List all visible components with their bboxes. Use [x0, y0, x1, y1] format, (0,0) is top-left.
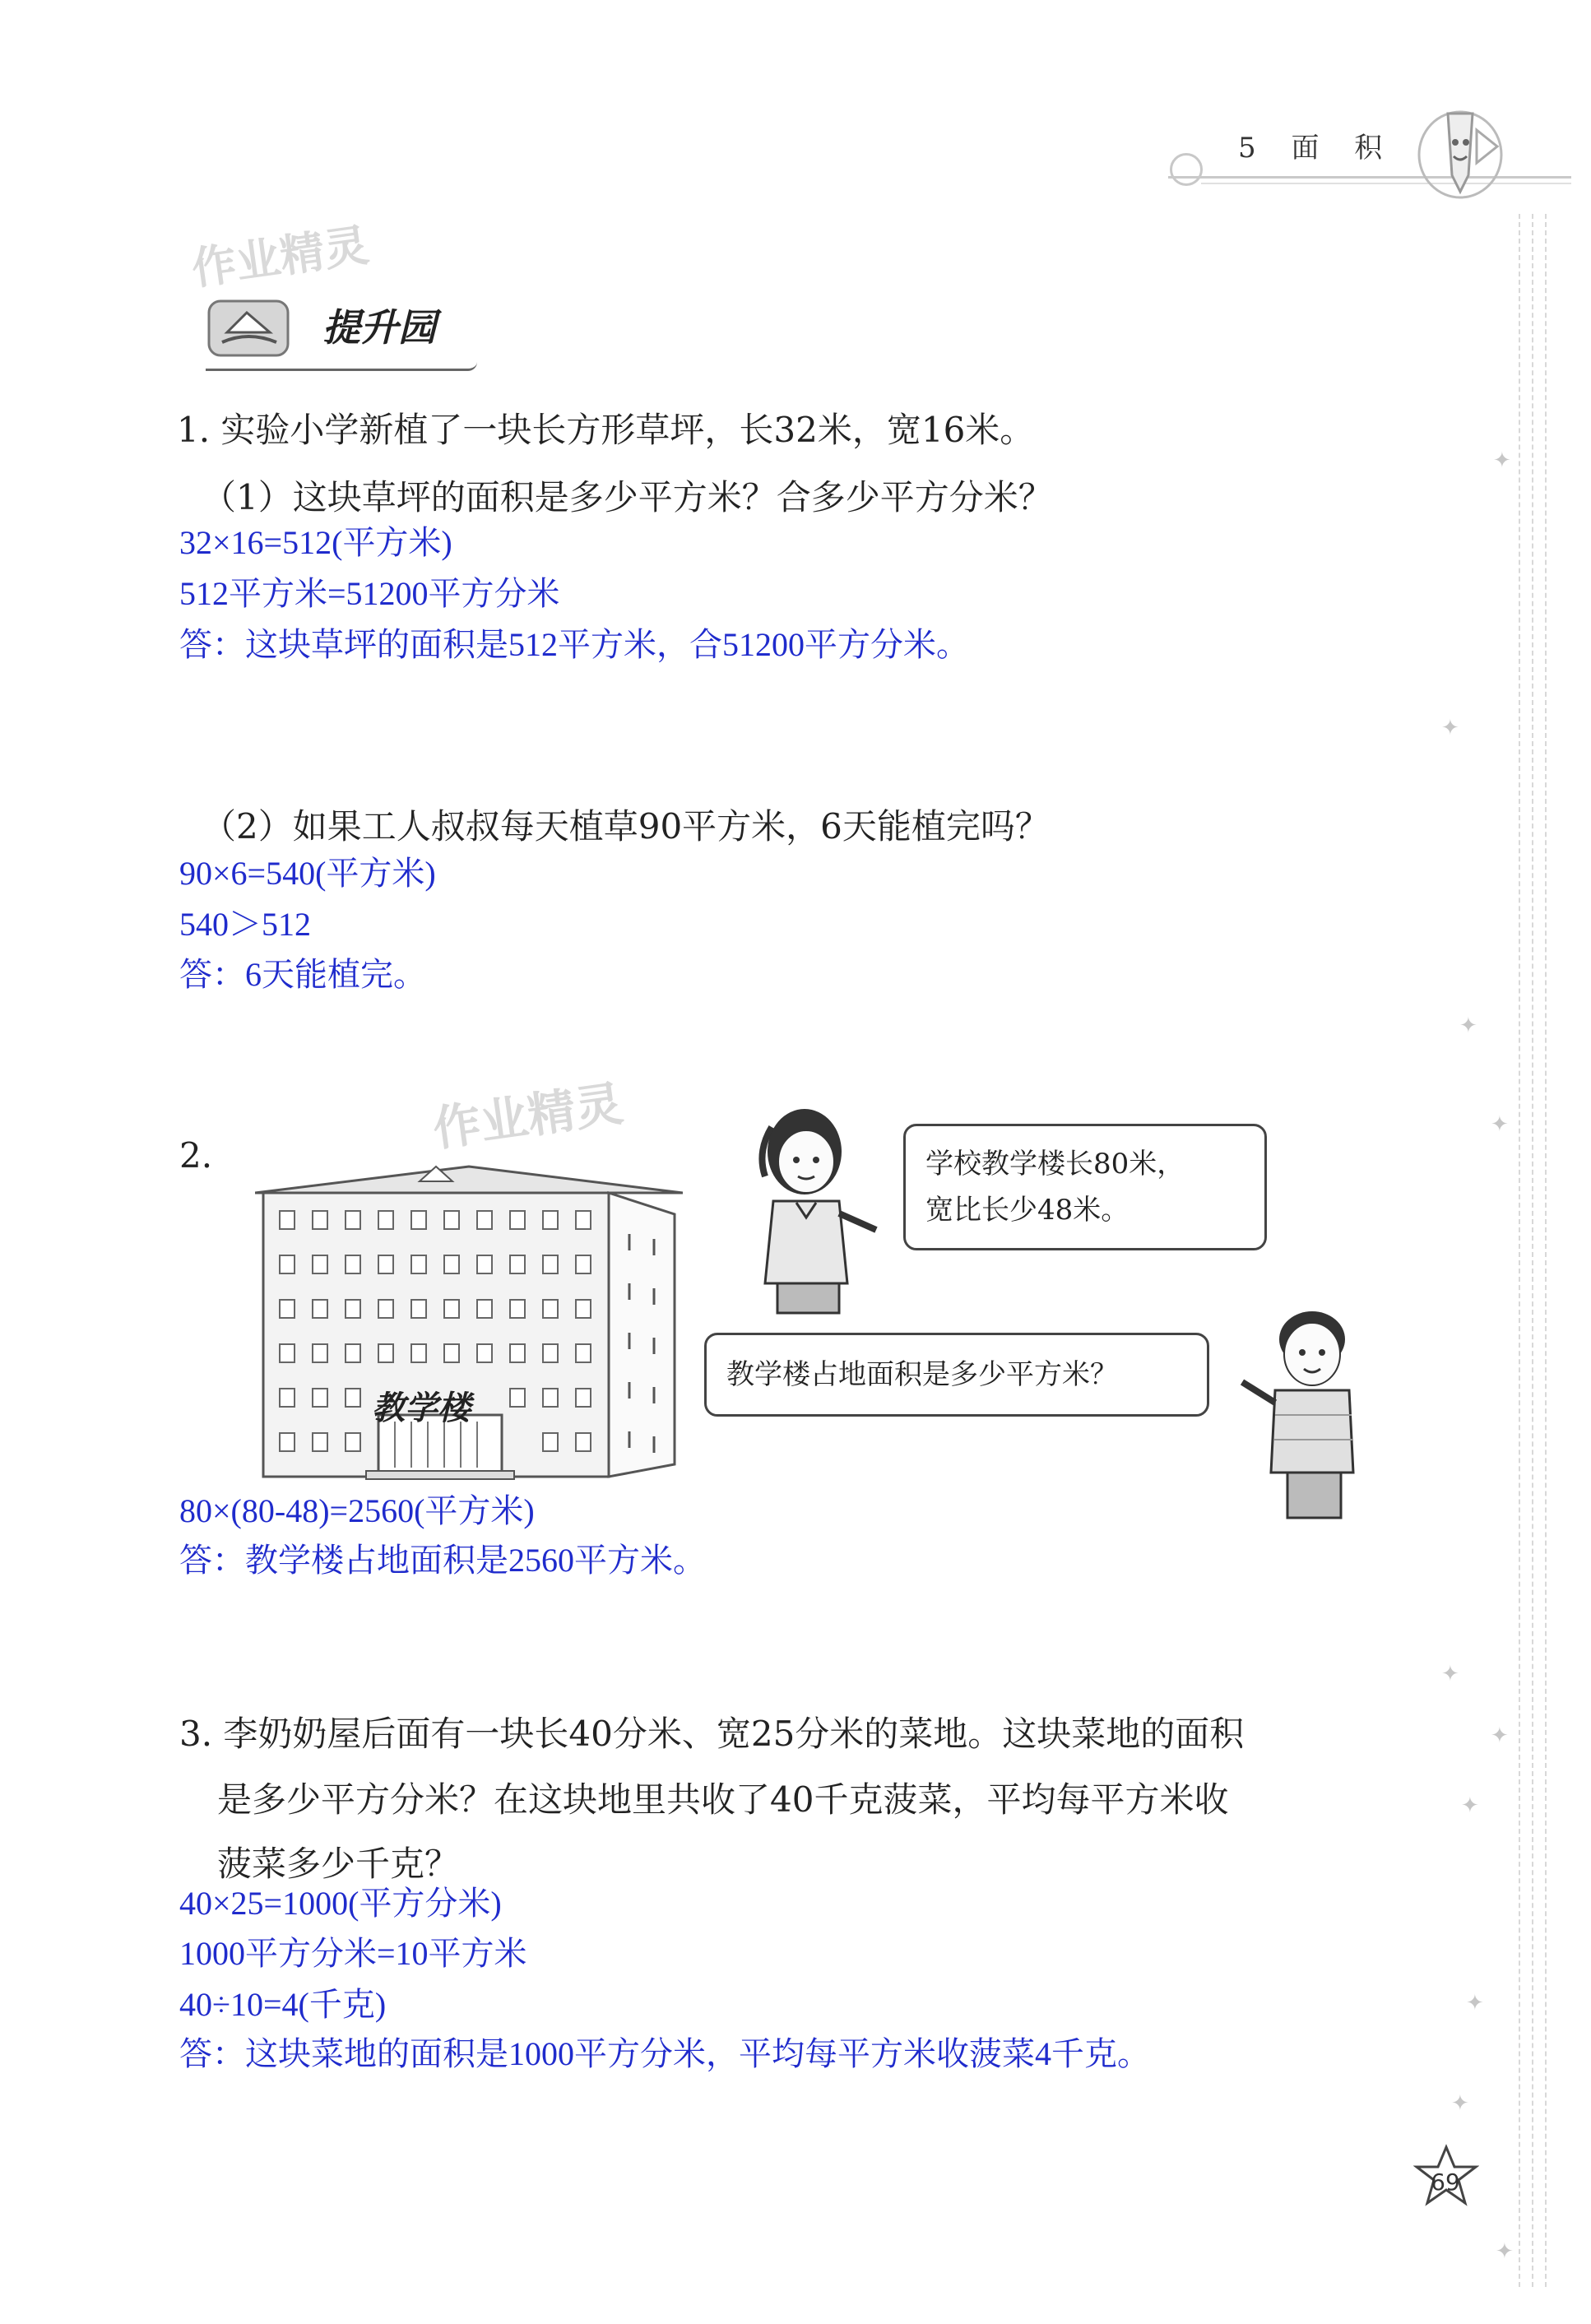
star-icon: ✦ — [1491, 1112, 1509, 1137]
q1-part1-question: （1）这块草坪的面积是多少平方米？合多少平方分米？ — [202, 477, 1053, 517]
book-badge-icon — [206, 295, 296, 360]
watermark-text: 作业精灵 — [429, 1075, 627, 1157]
section-underline — [206, 362, 477, 371]
chapter-title: 5 面 积 — [1238, 132, 1396, 165]
star-icon: ✦ — [1493, 448, 1511, 473]
q1-part2-answer-line: 540＞512 — [179, 906, 311, 943]
star-icon: ✦ — [1451, 2091, 1469, 2116]
star-icon: ✦ — [1466, 1991, 1484, 2016]
star-icon: ✦ — [1461, 1793, 1479, 1818]
building-sign: 教学楼 — [372, 1389, 471, 1427]
girl-speech-line: 宽比长少48米。 — [925, 1194, 1129, 1227]
school-building-illustration — [255, 1160, 683, 1489]
star-icon: ✦ — [1491, 1723, 1509, 1748]
q3-stem-line: 是多少平方分米？在这块地里共收了40千克菠菜，平均每平方米收 — [217, 1779, 1229, 1820]
watermark-text: 作业精灵 — [188, 219, 372, 295]
q3-answer-line: 答：这块菜地的面积是1000平方分米，平均每平方米收菠菜4千克。 — [179, 2035, 1150, 2072]
girl-illustration — [740, 1102, 880, 1316]
border-dotted-line — [1545, 214, 1547, 2287]
header-rule — [1168, 176, 1571, 179]
section-title: 提升园 — [322, 305, 436, 350]
star-icon: ✦ — [1441, 1662, 1459, 1686]
q1-part1-answer-line: 512平方米=51200平方分米 — [179, 575, 560, 612]
header-rule-secondary — [1201, 183, 1571, 184]
q1-part1-answer-line: 32×16=512(平方米) — [179, 524, 452, 561]
boy-speech-bubble: 教学楼占地面积是多少平方米？ — [704, 1333, 1209, 1417]
q1-part2-question: （2）如果工人叔叔每天植草90平方米，6天能植完吗？ — [202, 806, 1050, 847]
q1-part2-answer-line: 90×6=540(平方米) — [179, 855, 436, 892]
border-dotted-line — [1519, 214, 1520, 2287]
star-icon: ✦ — [1459, 1014, 1477, 1038]
q3-stem-line: 菠菜多少千克？ — [217, 1844, 460, 1884]
q1-stem: 1. 实验小学新植了一块长方形草坪，长32米，宽16米。 — [177, 410, 1035, 450]
q2-number: 2. — [179, 1135, 213, 1176]
star-icon: ✦ — [1496, 2239, 1514, 2264]
q3-stem-line: 3. 李奶奶屋后面有一块长40分米、宽25分米的菜地。这块菜地的面积 — [179, 1714, 1245, 1754]
star-icon: ✦ — [1441, 716, 1459, 740]
q2-answer-line: 80×(80-48)=2560(平方米) — [179, 1492, 535, 1529]
boy-illustration — [1230, 1300, 1394, 1522]
q3-answer-line: 40÷10=4(千克) — [179, 1986, 387, 2023]
q3-answer-line: 1000平方分米=10平方米 — [179, 1935, 527, 1972]
q3-answer-line: 40×25=1000(平方分米) — [179, 1885, 502, 1922]
girl-speech-bubble — [903, 1124, 1267, 1250]
girl-speech-line: 学校教学楼长80米， — [925, 1148, 1185, 1181]
border-dotted-line — [1532, 214, 1533, 2287]
q2-answer-line: 答：教学楼占地面积是2560平方米。 — [179, 1542, 706, 1579]
swirl-ornament — [1170, 153, 1203, 186]
pencil-mascot-icon — [1411, 97, 1510, 204]
q1-part2-answer-line: 答：6天能植完。 — [179, 956, 426, 993]
q1-part1-answer-line: 答：这块草坪的面积是512平方米，合51200平方分米。 — [179, 626, 969, 663]
page-number: 69 — [1431, 2169, 1460, 2196]
